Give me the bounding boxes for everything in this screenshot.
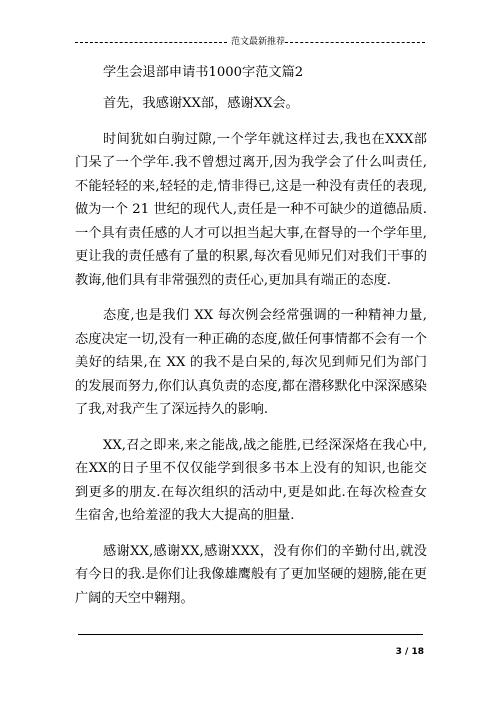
paragraph-5: 感谢XX,感谢XX,感谢XXX，没有你们的辛勤付出,就没有今日的我.是你们让我像雄鹰般有了更加坚硬的翅膀,能在更广阔的天空中翱翔。: [75, 543, 427, 606]
page-header: [75, 36, 425, 50]
page-number: 3 / 18: [395, 647, 424, 657]
document-body: [75, 62, 427, 622]
header-divider-right: [285, 42, 425, 43]
paragraph-3: 态度,也是我们 XX 每次例会经常强调的一种精神力量,态度决定一切,没有一种正确的态度,做任何事情都不会有一个美好的结果,在 XX 的我不是白呆的,每次见到师兄们为部门的发展而努力,你们认真负责的态度,都在潜移默化中深深感染了我,对我产生了深远持久的影响.: [75, 308, 427, 417]
footer-divider: [78, 634, 423, 635]
paragraph-1: 首先，我感谢XX部，感谢XX会。: [103, 96, 299, 111]
paragraph-2: 时间犹如白驹过隙,一个学年就这样过去,我也在XXX部门呆了一个学年.我不曾想过离开,因为我学会了什么叫责任,不能轻轻的来,轻轻的走,情非得已,这是一种没有责任的表现,做为一个 21 世纪的现代人,责任是一种不可缺少的道德品质.一个具有责任感的人才可以担当起大事,在督导的一个学年里,更让我的责任感有了量的积累,每次看见师兄们对我们干事的教诲,他们具有非常强烈的责任心,更加具有端正的态度.: [75, 131, 427, 288]
header-label: 范文最新推荐: [231, 37, 286, 47]
header-divider-left: [75, 42, 227, 43]
document-title: 学生会退部申请书1000字范文篇2: [103, 65, 304, 80]
paragraph-4: XX,召之即来,来之能战,战之能胜,已经深深烙在我心中,在XX的日子里不仅仅能学到很多书本上没有的知识,也能交到更多的朋友.在每次组织的活动中,更是如此.在每次检查女生宿舍,也给羞涩的我大大提高的胆量.: [75, 437, 427, 523]
